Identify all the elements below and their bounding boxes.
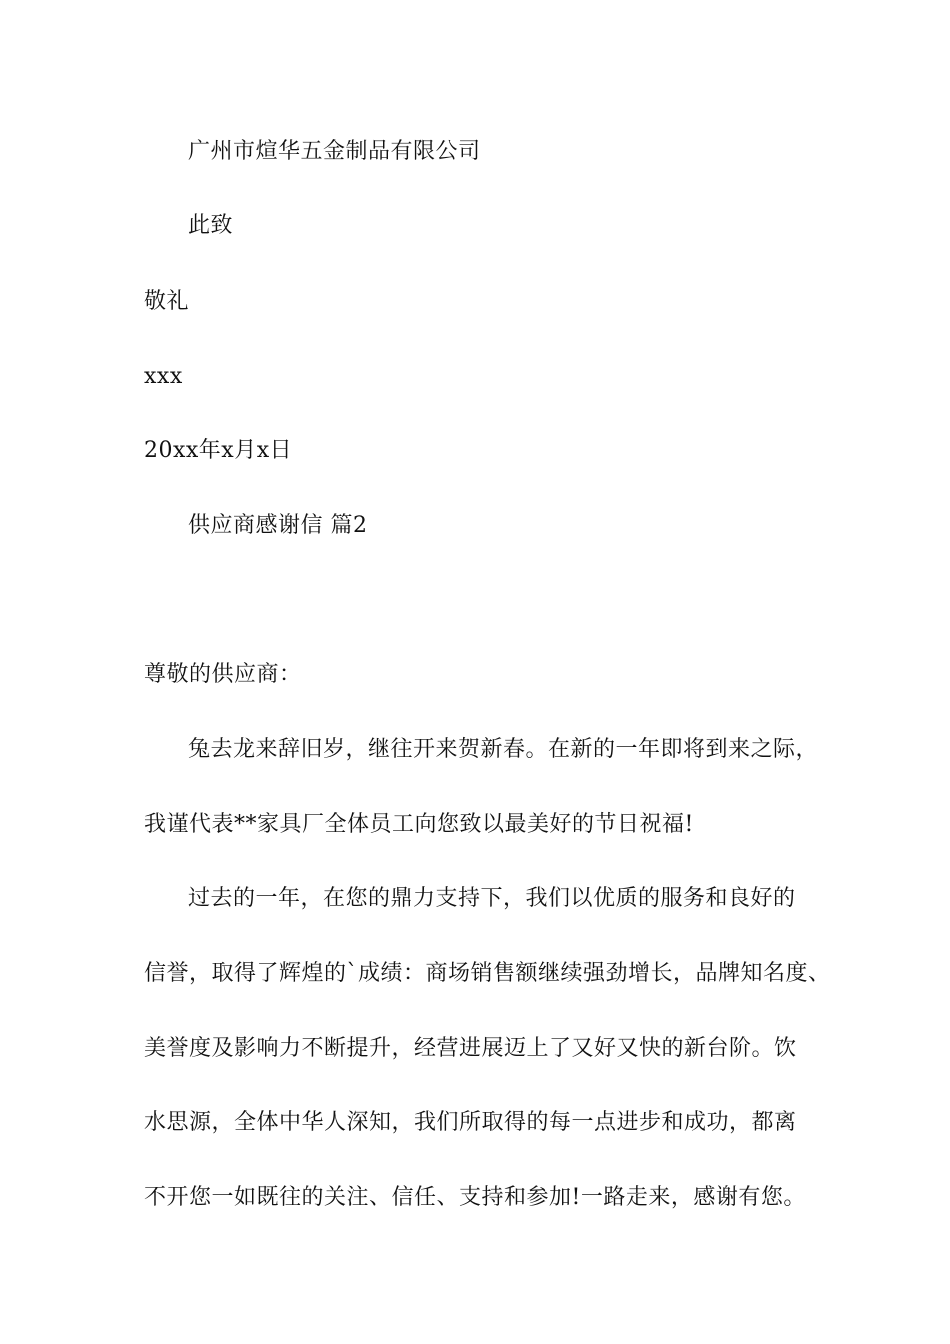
body-line-5: 美誉度及影响力不断提升，经营进展迈上了又好又快的新台阶。饮 — [144, 1036, 797, 1061]
body-line-7: 不开您一如既往的关注、信任、支持和参加!一路走来，感谢有您。 — [144, 1185, 806, 1210]
body-line-4: 信誉，取得了辉煌的`成绩：商场销售额继续强劲增长，品牌知名度、 — [144, 961, 831, 986]
company-name: 广州市煊华五金制品有限公司 — [188, 139, 481, 164]
closing-line-1: 此致 — [188, 213, 234, 238]
closing-line-2: 敬礼 — [144, 289, 190, 314]
salutation: 尊敬的供应商： — [144, 662, 302, 687]
body-line-3: 过去的一年，在您的鼎力支持下，我们以优质的服务和良好的 — [188, 886, 796, 911]
section-title: 供应商感谢信 篇2 — [188, 513, 368, 538]
signer-name: xxx — [144, 364, 183, 389]
body-line-6: 水思源，全体中华人深知，我们所取得的每一点进步和成功，都离 — [144, 1110, 797, 1135]
letter-date: 20xx年x月x日 — [144, 438, 293, 463]
body-line-2: 我谨代表**家具厂全体员工向您致以最美好的节日祝福! — [144, 812, 694, 837]
body-line-1: 兔去龙来辞旧岁，继往开来贺新春。在新的一年即将到来之际， — [188, 737, 819, 762]
